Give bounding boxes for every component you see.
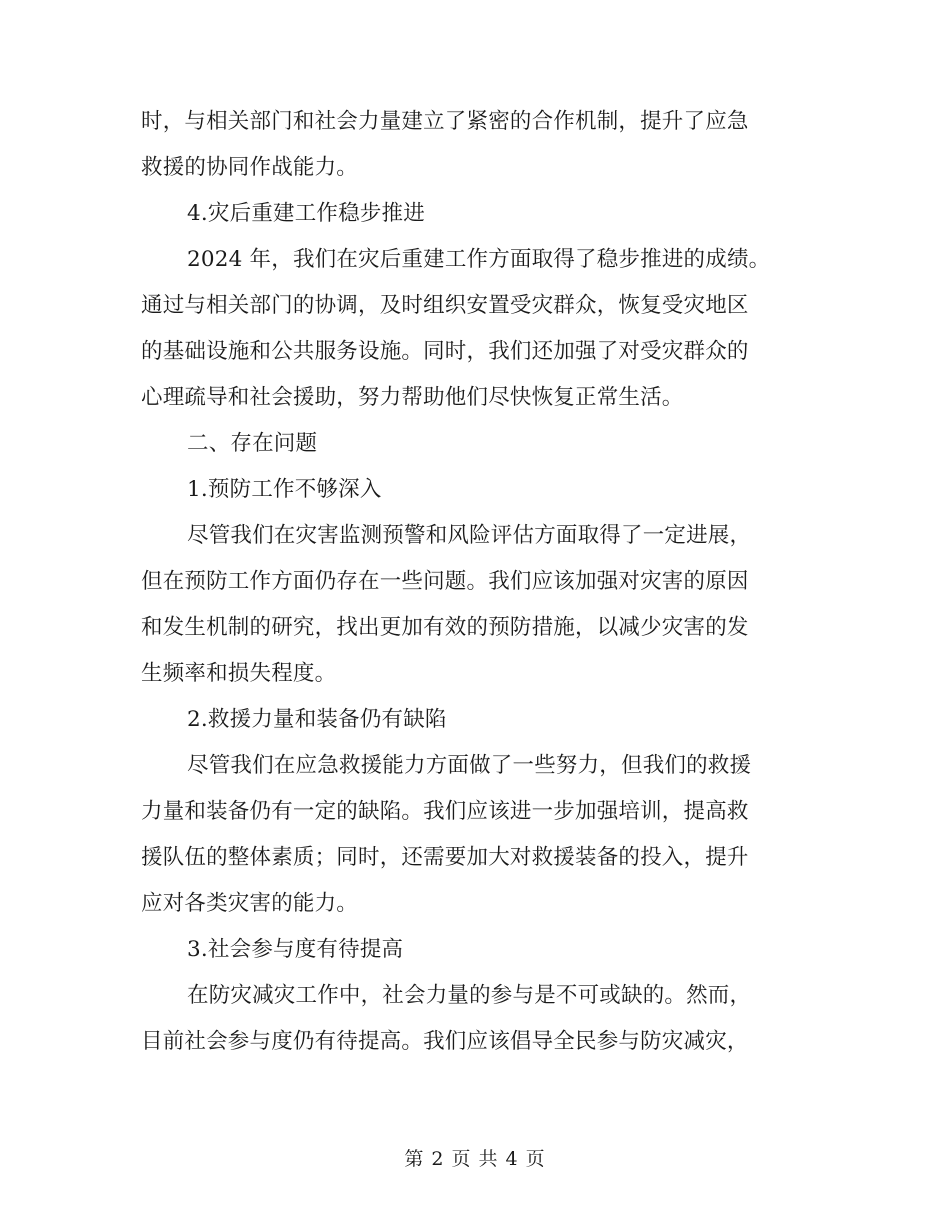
text-line: 目前社会参与度仍有待提高。我们应该倡导全民参与防灾减灾， [141,1029,749,1054]
section-heading: 4.灾后重建工作稳步推进 [187,201,425,226]
text-line: 尽管我们在灾害监测预警和风险评估方面取得了一定进展， [187,523,752,548]
section-heading: 2.救援力量和装备仍有缺陷 [187,707,447,732]
section-heading: 3.社会参与度有待提高 [187,937,404,962]
text-line: 在防灾减灾工作中，社会力量的参与是不可或缺的。然而， [187,983,752,1008]
section-heading: 1.预防工作不够深入 [187,477,382,502]
text-line: 生频率和损失程度。 [141,661,337,686]
text-line: 的基础设施和公共服务设施。同时，我们还加强了对受灾群众的 [141,339,749,364]
body-text [141,99,801,1065]
text-line: 救援的协同作战能力。 [141,155,359,180]
section-heading: 二、存在问题 [187,431,318,456]
text-line: 应对各类灾害的能力。 [141,891,359,916]
text-line: 尽管我们在应急救援能力方面做了一些努力，但我们的救援 [187,753,752,778]
text-line: 通过与相关部门的协调，及时组织安置受灾群众，恢复受灾地区 [141,293,749,318]
text-line: 2024 年，我们在灾后重建工作方面取得了稳步推进的成绩。 [187,247,771,272]
text-line: 心理疏导和社会援助，努力帮助他们尽快恢复正常生活。 [141,385,684,410]
page-footer: 第 2 页 共 4 页 [404,1148,546,1170]
text-line: 和发生机制的研究，找出更加有效的预防措施，以减少灾害的发 [141,615,749,640]
text-line: 时，与相关部门和社会力量建立了紧密的合作机制，提升了应急 [141,109,749,134]
text-line: 但在预防工作方面仍存在一些问题。我们应该加强对灾害的原因 [141,569,749,594]
text-line: 援队伍的整体素质；同时，还需要加大对救援装备的投入，提升 [141,845,749,870]
text-line: 力量和装备仍有一定的缺陷。我们应该进一步加强培训，提高救 [141,799,749,824]
